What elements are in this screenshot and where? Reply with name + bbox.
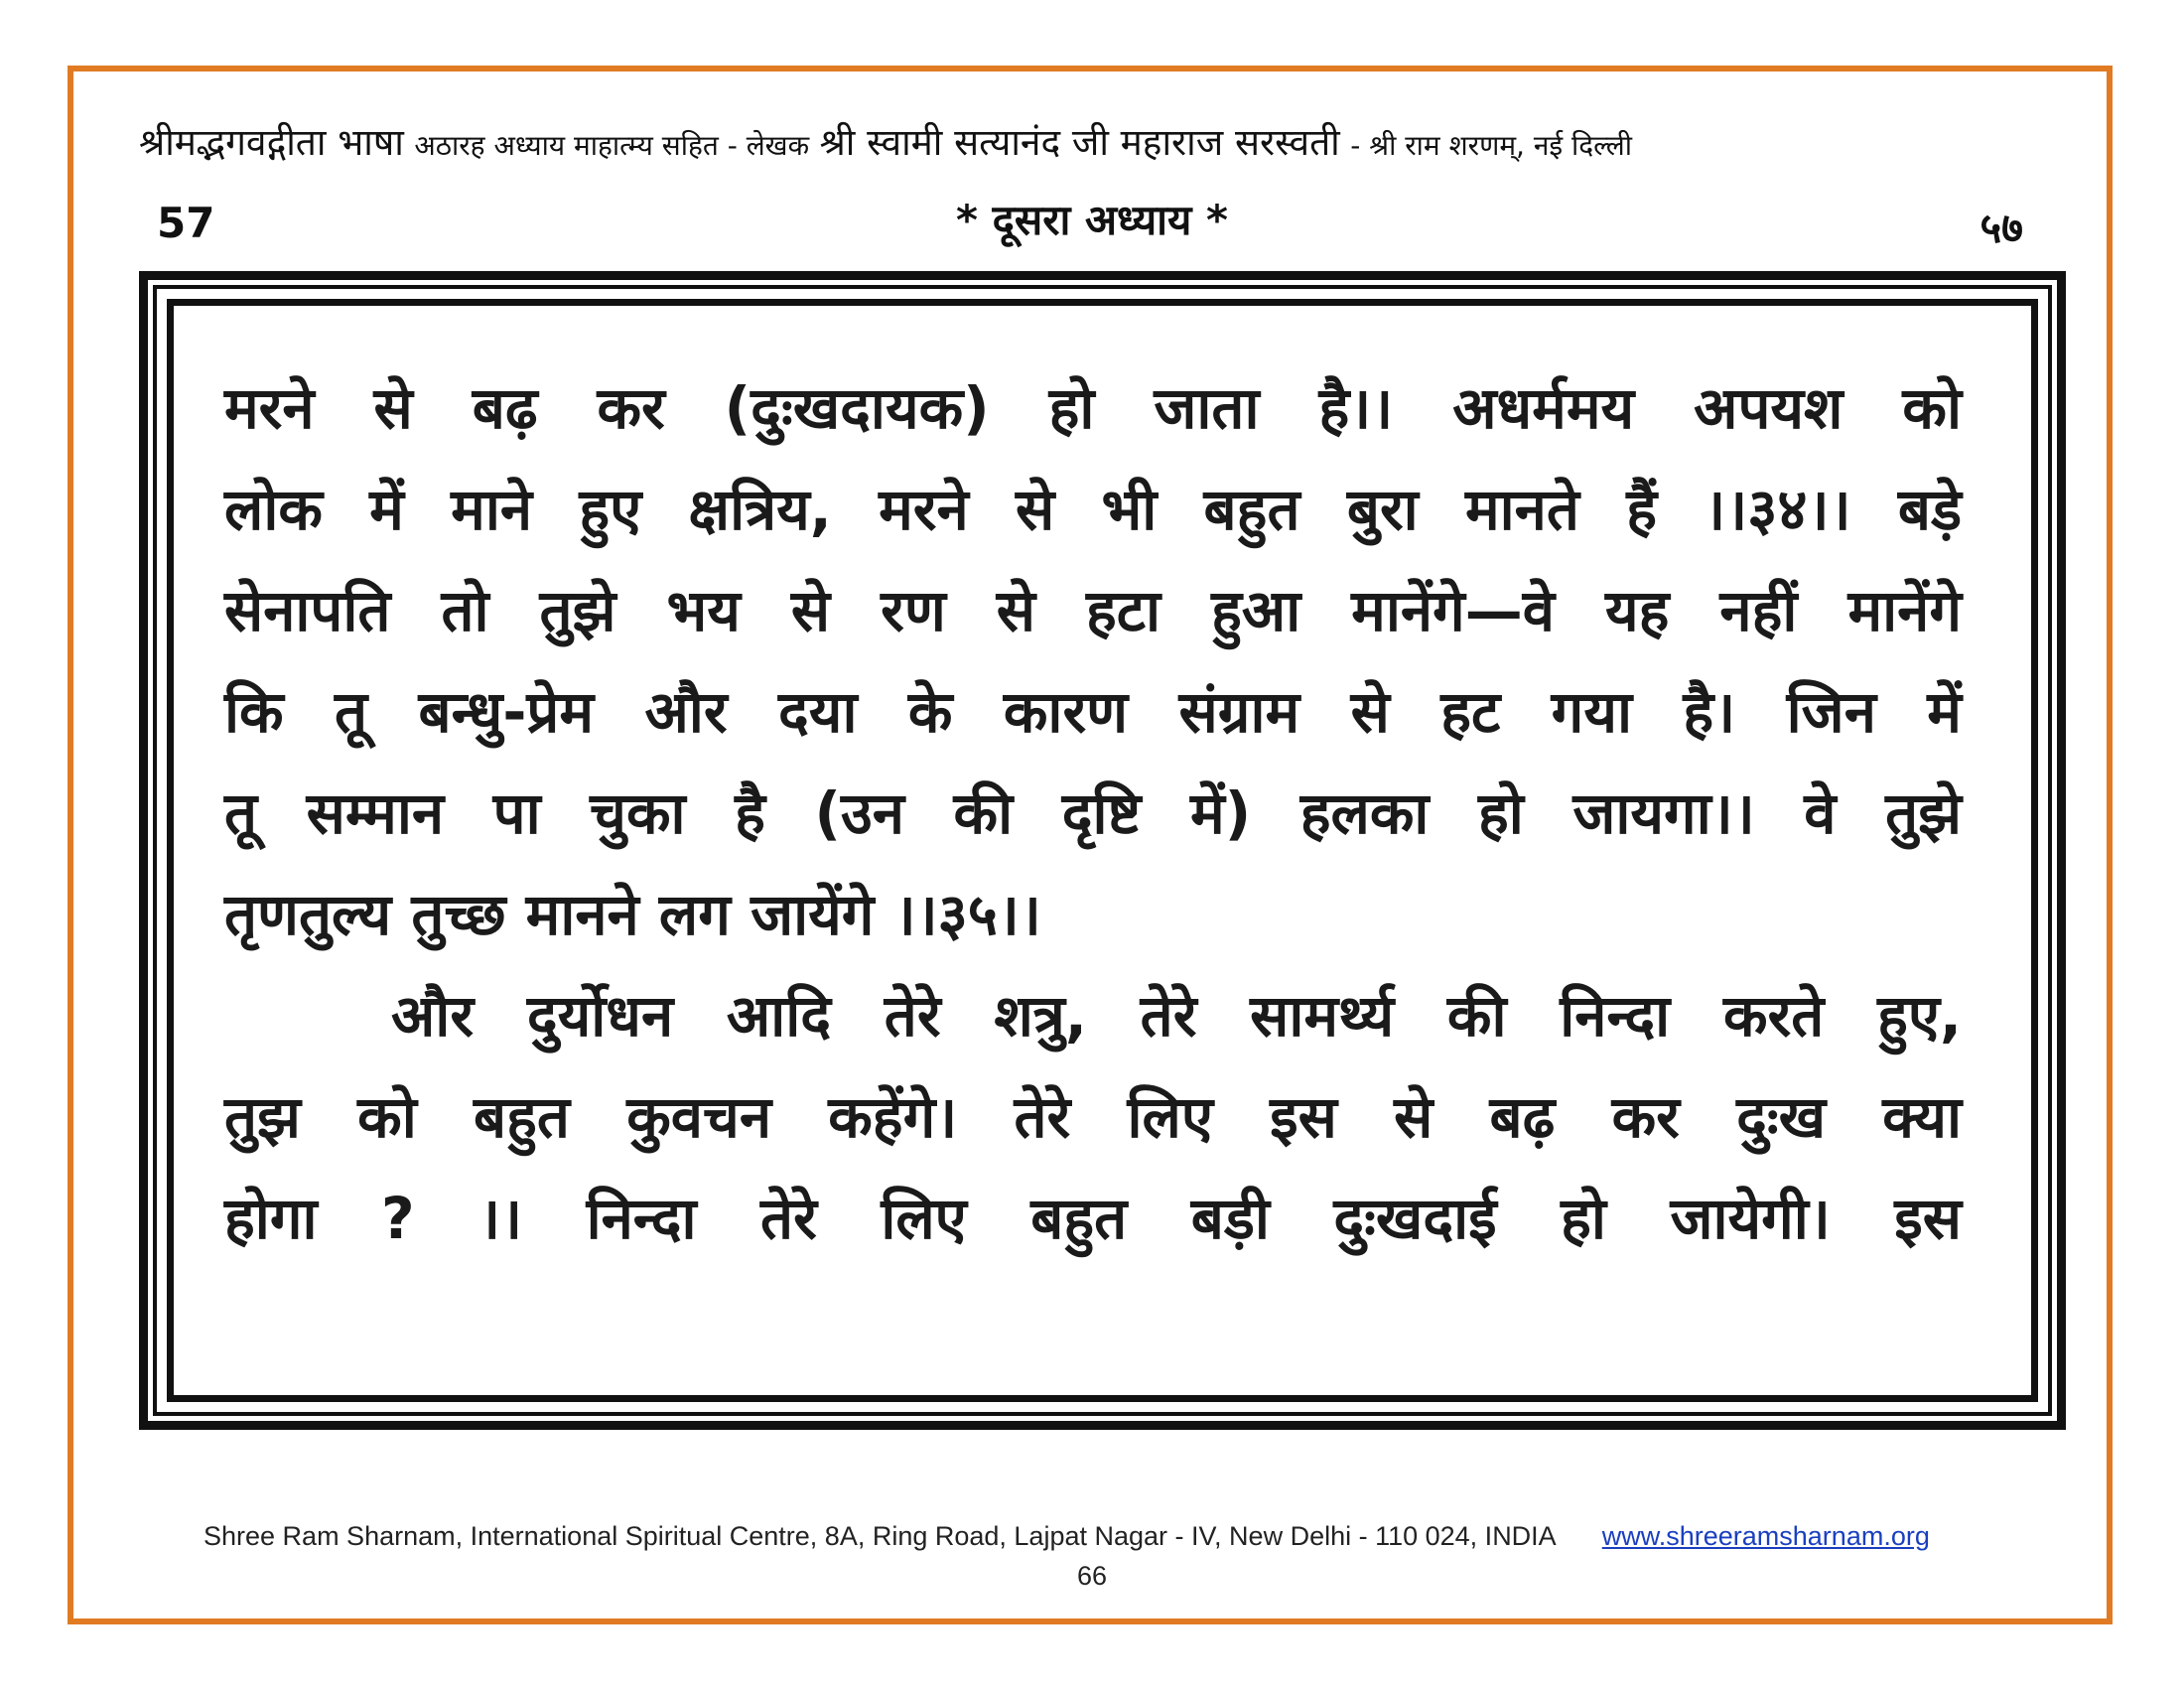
website-link[interactable]: www.shreeramsharnam.org <box>1601 1521 1930 1551</box>
text-line-9: होगा ? ।। निन्दा तेरे लिए बहुत बड़ी दुःखदाई हो जायेगी। इस <box>224 1185 1962 1252</box>
header-line <box>139 121 2055 168</box>
book-title: श्रीमद्भगवद्गीता भाषा <box>139 121 404 164</box>
footer-address-line <box>204 1521 1930 1552</box>
footer-page-number: 66 <box>1076 1561 1108 1591</box>
text-line-1: मरने से बढ़ कर (दुःखदायक) हो जाता है।। अधर्ममय अपयश को <box>224 374 1962 442</box>
page-number-devanagari: ५७ <box>1979 204 2023 252</box>
page-number-english: 57 <box>157 199 215 247</box>
text-line-8: तुझ को बहुत कुवचन कहेंगे। तेरे लिए इस से बढ़ कर दुःख क्या <box>224 1083 1962 1151</box>
text-line-2: लोक में माने हुए क्षत्रिय, मरने से भी बहुत बुरा मानते हैं ।।३४।। बड़े <box>224 476 1962 543</box>
chapter-title: * दूसरा अध्याय * <box>955 196 1229 244</box>
verse-text-block <box>224 367 1962 1279</box>
text-line-3: सेनापति तो तुझे भय से रण से हटा हुआ मानेंगे—वे यह नहीं मानेंगे <box>224 577 1962 644</box>
publisher-name: - श्री राम शरणम्, नई दिल्ली <box>1350 129 1633 162</box>
book-subtitle: अठारह अध्याय माहात्म्य सहित - लेखक <box>414 129 810 162</box>
text-line-6: तृणतुल्य तुच्छ मानने लग जायेंगे ।।३५।। <box>224 881 1041 948</box>
text-line-4: कि तू बन्धु-प्रेम और दया के कारण संग्राम से हट गया है। जिन में <box>224 678 1962 746</box>
footer-address: Shree Ram Sharnam, International Spiritual Centre, 8A, Ring Road, Lajpat Nagar - IV, New Delhi - 110 024, INDIA <box>204 1521 1556 1551</box>
text-line-7: और दुर्योधन आदि तेरे शत्रु, तेरे सामर्थ्य की निन्दा करते हुए, <box>391 982 1962 1050</box>
author-name: श्री स्वामी सत्यानंद जी महाराज सरस्वती <box>819 121 1340 164</box>
text-line-5: तू सम्मान पा चुका है (उन की दृष्टि में) हलका हो जायगा।। वे तुझे <box>224 779 1962 847</box>
